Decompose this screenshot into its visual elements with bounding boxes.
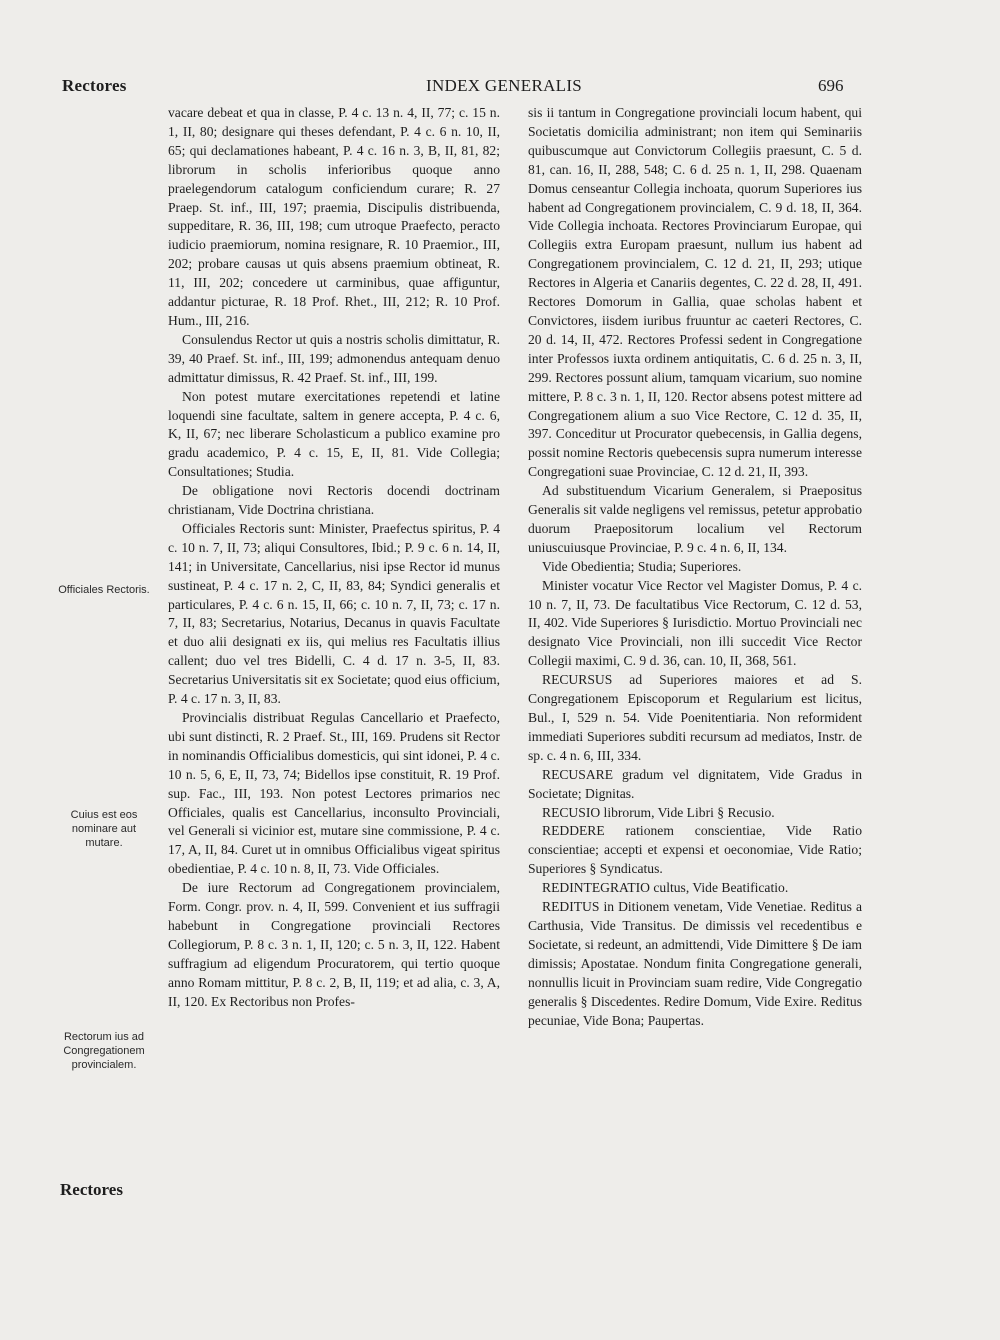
margin-note-officiales: Officiales Rectoris. <box>58 584 150 596</box>
paragraph: Minister vocatur Vice Rector vel Magister Domus, P. 4 c. 10 n. 7, II, 73. De facultatibus Vice Rectorum, C. 12 d. 53, II, 402. Vide Superiores § Iurisdictio. Mortuo Provinciali nec designato Vice Provinciali, non illi succedit Vice Rector Collegii maximi, C. 9 d. 36, can. 10, II, 368, 561. <box>528 577 862 669</box>
paragraph: Ad substituendum Vicarium Generalem, si Praepositus Generalis sit valde negligens vel remissus, petetur approbatio duorum Praepositorum localium vel Rectorum uniuscuiusque Provinciae, P. 9 c. 4 n. 6, II, 134. <box>528 483 862 555</box>
paragraph: De obligatione novi Rectoris docendi doctrinam christianam, Vide Doctrina christiana. <box>168 483 500 518</box>
paragraph: Officiales Rectoris sunt: Minister, Praefectus spiritus, P. 4 c. 10 n. 7, II, 73; aliqui Consultores, Ibid.; P. 9 c. 6 n. 14, II, 141; in Universitate, Cancellarius, nisi ipse Rector id munus sustineat, P. 4 c. 17 n. 2, C, II, 83, 84; Syndici generalis et particulares, P. 4 c. 6 n. 15, II, 66; c. 10 n. 7, II, 73; c. 17 n. 7, II, 83; Secretarius, Notarius, Decanus in quavis Facultate et duo alii designati ex iis, qui melius res Facultatis illius callent; duo vel tres Bidelli, C. 4 d. 17 n. 3-5, II, 83. Secretarius Universitatis sit ex Societate; quod eius officium, P. 4 c. 17 n. 3, II, 83. <box>168 520 500 707</box>
paragraph: Consulendus Rector ut quis a nostris scholis dimittatur, R. 39, 40 Praef. St. inf., III, 199; admonendus antequam denuo admittatur dimissus, R. 42 Praef. St. inf., III, 199. <box>168 331 500 385</box>
paragraph: Provincialis distribuat Regulas Cancellario et Praefecto, ubi sunt distincti, R. 2 Praef. St., III, 169. Prudens sit Rector in nominandis Officialibus domesticis, qui sint idonei, P. 4 c. 10 n. 5, 6, E, II, 73, 74; Bidellos ipse constituit, R. 19 Prof. sup. Fac., III, 193. Non potest Lectores primarios nec Officiales, qualis est Cancellarius, inconsulto Provinciali, vel Generali si vicinior est, mutare sine commissione, P. 4 c. 17, A, II, 84. Curet ut in omnibus Officialibus vigeat spiritus obedientiae, P. 4 c. 10 n. 8, II, 73. Vide Officiales. <box>168 710 500 877</box>
index-entry-recusio: RECUSIO librorum, Vide Libri § Recusio. <box>542 804 775 820</box>
running-head-title: INDEX GENERALIS <box>426 76 583 95</box>
page-number: 696 <box>818 76 844 95</box>
paragraph: Vide Obedientia; Studia; Superiores. <box>542 558 742 574</box>
index-entry-reditus: REDITUS in Ditionem venetam, Vide Venetiae. Reditus a Carthusia, Vide Transitus. De dimissis vel recedentibus e Societate, si redeunt, an admittendi, Vide Dimittere § De iam dimissis; Apostatae. Nondum finita Congregatione generali, nonnullis licuit in Provinciam suam redire, Vide Congregatio generalis § Discedentes. Redire Domum, Vide Exire. Reditus pecuniae, Vide Bona; Paupertas. <box>528 899 862 1028</box>
paragraph: sis ii tantum in Congregatione provinciali locum habent, qui Societatis domicilia administrant; non item qui Seminariis quibuscumque aut Convictorum Collegiis praesunt, C. 5 d. 81, can. 16, II, 288, 548; C. 6 d. 25 n. 1, II, 298. Quaenam Domus censeantur Collegia inchoata, quorum Superiores ius habent ad Congregationem provincialem, C. 9 d. 18, II, 364. Vide Collegia inchoata. Rectores Provinciarum Europae, qui Collegiis extra Europam praesunt, nullum ius habent ad Congregationem provincialem, C. 12 d. 21, II, 293; utique Rectores in Algeria et Canariis degentes, C. 22 d. 28, II, 491. Rectores Domorum in Gallia, quae scholas habent et Convictores, iisdem iuribus fruuntur ac caeteri Rectores, C. 20 d. 14, II, 472. Rectores Professi sedent in Congregatione inter Professos iuxta ordinem antiquitatis, C. 6 d. 25 n. 3, II, 299. Rectores possunt alium, tamquam vicarium, suo nomine mittere, P. 8 c. 3 n. 1, II, 120. Rector absens potest mittere ad Congregationem alium a suo Vice Rectore, C. 12 d. 35, II, 397. Conceditur ut Procurator quebecensis, in Gallia degens, possit nomine Rectoris quebecensis supra numerum interesse Congregationi suae Provinciae, C. 12 d. 21, II, 393. <box>528 105 862 480</box>
running-head-left: Rectores <box>62 76 127 95</box>
index-entry-recursus: RECURSUS ad Superiores maiores et ad S. Congregationem Episcoporum et Regularium est licitus, Bul., I, 529 n. 54. Vide Poenitentiaria. Non reformident immediati Superiores subditi recursum ad mediatos, Instr. de sp. c. 4 n. 6, III, 334. <box>528 672 862 763</box>
paragraph: Non potest mutare exercitationes repetendi et latine loquendi sine facultate, saltem in genere accepta, P. 4 c. 6, K, II, 67; nec liberare Scholasticum a publico examine pro gradu academico, P. 4 c. 15, E, II, 81. Vide Collegia; Consultationes; Studia. <box>168 388 500 480</box>
index-entry-reddere: REDDERE rationem conscientiae, Vide Ratio conscientiae; accepti et expensi et oeconomiae, Vide Ratio; Superiores § Syndicatus. <box>528 823 862 877</box>
paragraph: vacare debeat et qua in classe, P. 4 c. 13 n. 4, II, 77; c. 15 n. 1, II, 80; designare qui theses defendant, P. 4 c. 6 n. 10, II, 65; qui declamationes habeant, P. 4 c. 16 n. 3, B, II, 81, 82; librorum in scholis inferioribus quoque anno praelegendorum catalogum conficiendum curare; R. 27 Praep. St. inf., III, 197; praemia, Discipulis distribuenda, suppeditare, R. 36, III, 198; cum utroque Praefecto, peracto iudicio praemiorum, nomina resignare, R. 10 Praemior., III, 202; probare causas ut quis absens praemium obtineat, R. 11, III, 202; concedere ut carminibus, quae affiguntur, addantur picturae, R. 18 Prof. Rhet., III, 212; R. 10 Prof. Hum., III, 216. <box>168 105 500 328</box>
margin-note-nominare: Cuius est eos nominare aut mutare. <box>70 809 138 849</box>
index-entry-redintegratio: REDINTEGRATIO cultus, Vide Beatificatio. <box>542 880 789 896</box>
margin-note-ius: Rectorum ius ad Congregationem provincialem. <box>63 1031 145 1071</box>
left-text-column <box>168 104 500 1012</box>
index-entry-recusare: RECUSARE gradum vel dignitatem, Vide Gradus in Societate; Dignitas. <box>528 766 862 801</box>
right-text-column <box>528 104 862 1030</box>
paragraph: De iure Rectorum ad Congregationem provincialem, Form. Congr. prov. n. 4, II, 599. Convenient et ius suffragii habebunt in Congregatione provinciali Rectores Collegiorum, P. 8 c. 3 n. 1, II, 120; c. 5 n. 3, II, 122. Habent suffragium ad eligendum Procuratorem, qui tertio quoque anno Romam mittitur, P. 8 c. 2, B, II, 119; et ad alia, c. 3, A, II, 120. Ex Rectoribus non Profes- <box>168 880 500 1009</box>
footer-catchword: Rectores <box>60 1180 123 1199</box>
